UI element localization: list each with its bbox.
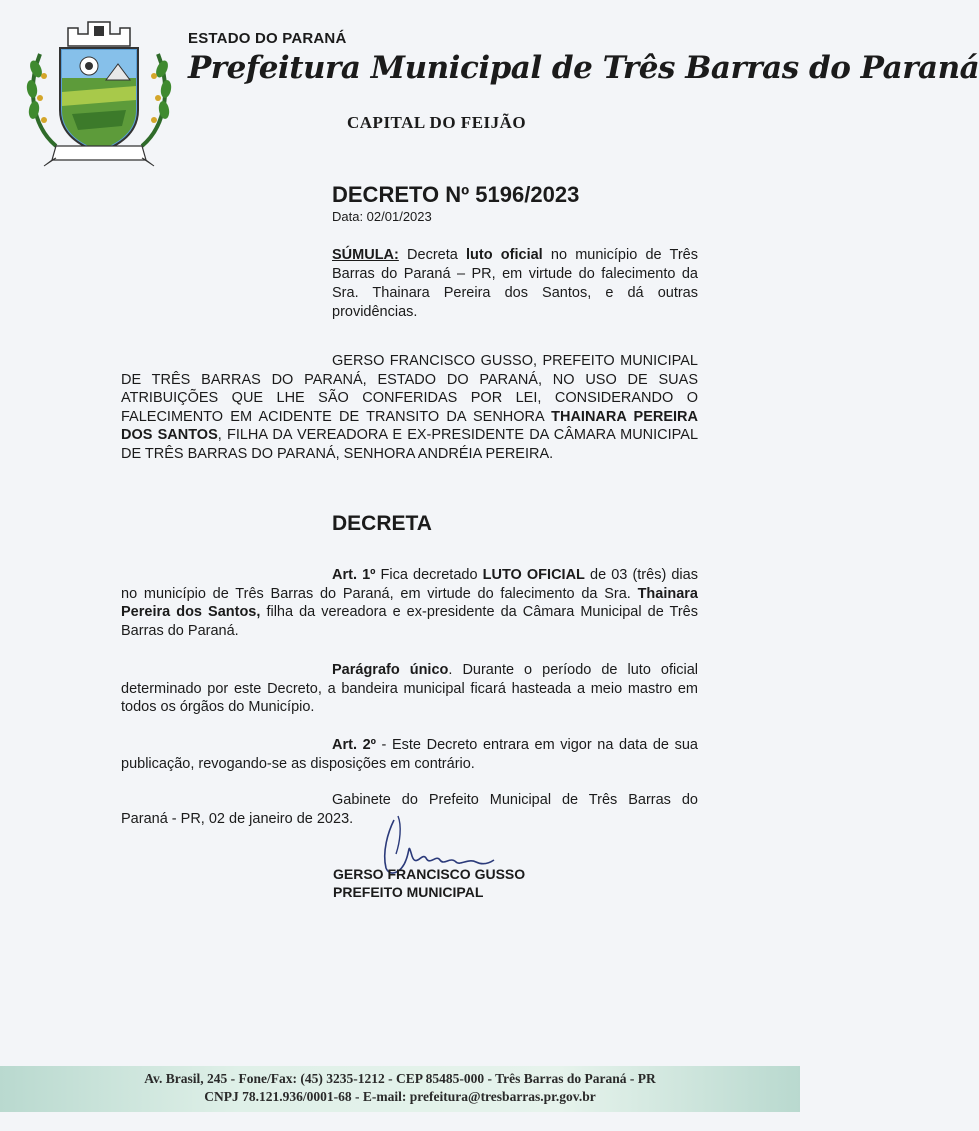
- article-1-text-cont: de 03 (três) dias no município de Três Barras do Paraná, em virtude do falecimento da Sra.: [121, 567, 698, 602]
- letterhead-footer: [0, 1066, 800, 1112]
- decree-title: DECRETO Nº 5196/2023: [332, 182, 580, 207]
- state-name: ESTADO DO PARANÁ: [188, 30, 347, 47]
- decree-preamble: [121, 352, 698, 463]
- signer-role: PREFEITO MUNICIPAL: [333, 884, 484, 900]
- footer-address: Av. Brasil, 245 - Fone/Fax: (45) 3235-1212 - CEP 85485-000 - Três Barras do Paraná - PR: [144, 1071, 656, 1086]
- article-1-name: Thainara Pereira dos Santos,: [121, 585, 698, 620]
- signer-name: GERSO FRANCISCO GUSSO: [333, 866, 526, 882]
- sole-paragraph: [121, 661, 698, 717]
- article-2: [121, 736, 698, 773]
- article-2-label: Art. 2º: [332, 737, 376, 753]
- article-1-label: Art. 1º: [332, 567, 376, 583]
- closing-place-date: Gabinete do Prefeito Municipal de Três Barras do Paraná - PR, 02 de janeiro de 2023.: [121, 792, 698, 827]
- preamble-text-cont: , FILHA DA VEREADORA E EX-PRESIDENTE DA CÂMARA MUNICIPAL DE TRÊS BARRAS DO PARANÁ, SENHORA ANDRÉIA PEREIRA.: [121, 427, 699, 462]
- sole-paragraph-text: . Durante o período de luto oficial determinado por este Decreto, a bandeira municipal ficará hasteada a meio mastro em todos os órgãos do Município.: [121, 662, 698, 715]
- article-1-bold: LUTO OFICIAL: [482, 567, 585, 583]
- summary-text-cont: no município de Três Barras do Paraná – PR, em virtude do falecimento da Sra. Thainara Pereira dos Santos, e dá outras providências.: [332, 247, 698, 320]
- preamble-text: GERSO FRANCISCO GUSSO, PREFEITO MUNICIPAL DE TRÊS BARRAS DO PARANÁ, ESTADO DO PARANÁ, NO USO DE SUAS ATRIBUIÇÕES QUE LHE SÃO CONFERIDAS POR LEI, CONSIDERANDO O FALECIMENTO EM ACIDENTE DE TRANSITO DA SENHORA: [121, 353, 698, 425]
- footer-contact: CNPJ 78.121.936/0001-68 - E-mail: prefeitura@tresbarras.pr.gov.br: [204, 1089, 596, 1104]
- preamble-name: THAINARA PEREIRA DOS SANTOS: [121, 408, 698, 443]
- sole-paragraph-label: Parágrafo único: [332, 662, 449, 678]
- summary-bold: luto oficial: [466, 247, 543, 263]
- city-hall-title: Prefeitura Municipal de Três Barras do Paraná: [188, 50, 979, 86]
- article-1-text: Fica decretado: [375, 567, 483, 583]
- city-motto: CAPITAL DO FEIJÃO: [347, 113, 527, 132]
- article-2-text: - Este Decreto entrara em vigor na data de sua publicação, revogando-se as disposições em contrário.: [121, 737, 698, 772]
- municipal-coat-of-arms: [18, 14, 180, 170]
- decree-date: Data: 02/01/2023: [332, 209, 432, 224]
- summary-label: SÚMULA:: [332, 247, 399, 263]
- article-1: [121, 566, 698, 640]
- decreta-heading: DECRETA: [332, 512, 432, 535]
- signer-block: [333, 865, 525, 901]
- decree-summary: [332, 246, 698, 322]
- summary-text: Decreta: [398, 247, 467, 263]
- article-1-text-end: filha da vereadora e ex-presidente da Câmara Municipal de Três Barras do Paraná.: [121, 604, 698, 639]
